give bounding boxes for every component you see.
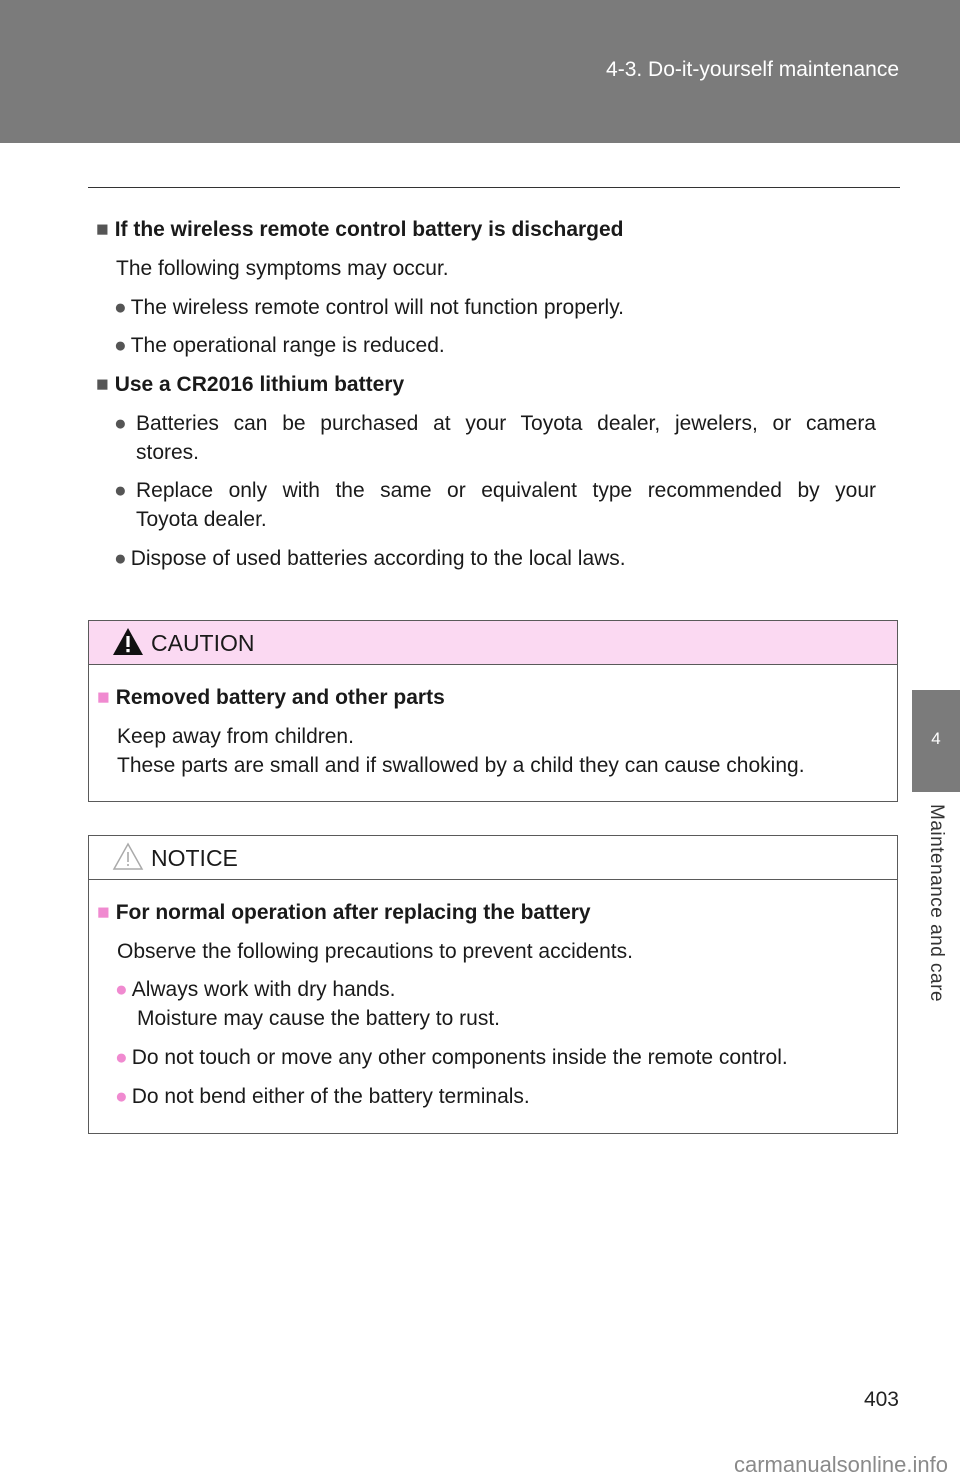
section-title: 4-3. Do-it-yourself maintenance [606, 58, 899, 81]
list-item: ● Do not touch or move any other components inside the remote control. [115, 1046, 788, 1069]
page-number: 403 [863, 1388, 899, 1411]
notice-heading: ■ For normal operation after replacing the battery [97, 901, 591, 924]
circle-bullet-icon: ● [114, 296, 127, 319]
section1-heading: ■ If the wireless remote control battery is discharged [96, 218, 624, 241]
circle-bullet-icon: ● [115, 978, 128, 1001]
notice-box [88, 835, 898, 1134]
circle-bullet-icon: ● [114, 334, 127, 357]
header-divider [88, 187, 900, 188]
list-item: ● Do not bend either of the battery terminals. [115, 1085, 530, 1108]
list-item-line: stores. [136, 441, 200, 464]
chapter-tab-text: Maintenance and care [926, 804, 947, 1003]
caution-text-line: Keep away from children. [117, 725, 354, 748]
caution-title: CAUTION [151, 630, 255, 656]
circle-bullet-icon: ● [115, 1046, 128, 1069]
section1-intro: The following symptoms may occur. [116, 257, 449, 280]
list-item: ● Dispose of used batteries according to the local laws. [114, 547, 626, 570]
circle-bullet-icon: ● [114, 412, 127, 435]
list-item: ● The operational range is reduced. [114, 334, 445, 357]
circle-bullet-icon: ● [114, 547, 127, 570]
square-bullet-icon: ■ [96, 218, 109, 241]
circle-bullet-icon: ● [114, 479, 127, 502]
page-header [0, 0, 960, 143]
warning-triangle-icon [111, 625, 145, 657]
notice-header [89, 836, 897, 880]
section2-heading: ■ Use a CR2016 lithium battery [96, 373, 405, 396]
caution-header [89, 621, 897, 665]
chapter-tab-label [912, 792, 960, 1132]
list-item-line: Batteries can be purchased at your Toyota dealer, jewelers, or camera [136, 412, 876, 435]
square-bullet-icon: ■ [97, 686, 110, 709]
list-item: ● The wireless remote control will not function properly. [114, 296, 625, 319]
caution-box [88, 620, 898, 802]
list-item-line: Toyota dealer. [136, 508, 267, 531]
list-item: ● Always work with dry hands. [115, 978, 396, 1001]
warning-triangle-outline-icon [111, 840, 145, 872]
square-bullet-icon: ■ [96, 373, 109, 396]
circle-bullet-icon: ● [115, 1085, 128, 1108]
chapter-tab-number[interactable]: 4 [912, 690, 960, 792]
watermark: carmanualsonline.info [733, 1452, 948, 1477]
notice-intro: Observe the following precautions to prevent accidents. [117, 940, 633, 963]
square-bullet-icon: ■ [97, 901, 110, 924]
list-item-line: Replace only with the same or equivalent type recommended by your [136, 479, 876, 502]
caution-text-line: These parts are small and if swallowed by a child they can cause choking. [117, 754, 805, 777]
notice-title: NOTICE [151, 845, 238, 871]
list-item-line: Moisture may cause the battery to rust. [137, 1007, 500, 1030]
caution-heading: ■ Removed battery and other parts [97, 686, 445, 709]
